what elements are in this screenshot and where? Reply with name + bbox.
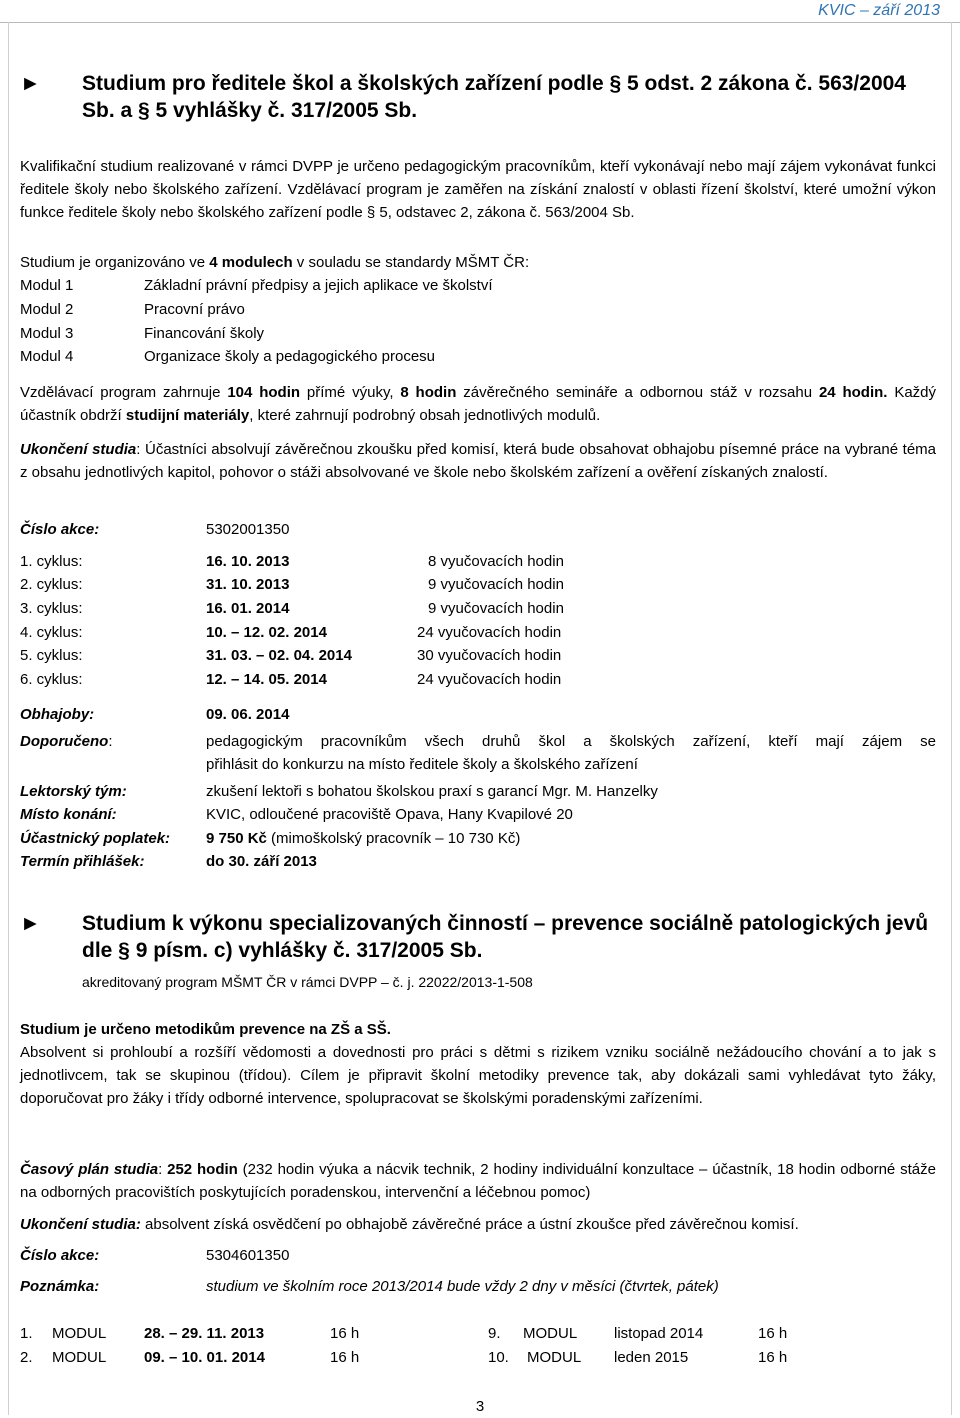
recommended-line2: přihlásit do konkurzu na místo ředitele školy a školského zařízení: [206, 756, 638, 773]
arrow-icon: ►: [20, 72, 41, 95]
page-header: KVIC – září 2013: [818, 2, 940, 19]
page-border: [8, 22, 952, 1415]
program-paragraph: Vzdělávací program zahrnuje 104 hodin přímé výuky, 8 hodin závěrečného semináře a odbornou stáž v rozsahu 24 hodin. Každý účastník obdrží studijní materiály, které zahrnují podrobný obsah jednotlivých modulů.: [20, 384, 937, 424]
section1-intro: Kvalifikační studium realizované v rámci DVPP je určeno pedagogickým pracovníkům, kteří vykonávají nebo mají zájem vykonávat funkci ředitele školy nebo školského zařízení. Vzdělávací program je zaměřen na získání znalostí v oblasti řízení školství, které umožní výkon funkce ředitele školy nebo školského zařízení podle § 5, odstavec 2, zákona č. 563/2004 Sb.: [20, 158, 936, 221]
section1-heading-line1: Studium pro ředitele škol a školských zařízení podle § 5 odst. 2 zákona č. 563/2004: [82, 72, 906, 95]
organization-line: Studium je organizováno ve 4 modulech v souladu se standardy MŠMT ČR:: [20, 254, 530, 271]
recommended-row: Doporučeno: pedagogickým pracovníkům všech druhů škol a školských zařízení, kteří mají zájem se přihlásit do konkurzu na místo ředitele školy a školského zařízení: [20, 730, 936, 778]
section1-heading-line2: Sb. a § 5 vyhlášky č. 317/2005 Sb.: [82, 99, 418, 122]
arrow-icon: ►: [20, 912, 41, 935]
audience-line: Studium je určeno metodikům prevence na ZŠ a SŠ.: [20, 1021, 391, 1038]
section2-heading-line1: Studium k výkonu specializovaných činností – prevence sociálně patologických jevů: [82, 912, 929, 935]
page-number: 3: [475, 1398, 485, 1415]
section1-completion: Ukončení studia: Účastníci absolvují závěrečnou zkoušku před komisí, která bude obsahovat obhajobu písemné práce na vybrané téma z obsahu jednotlivých kapitol, pohovor o stáži absolvované ve škole nebo školském zařízení a ověření získaných znalostí.: [20, 441, 936, 481]
section2-completion: Ukončení studia: absolvent získá osvědčení po obhajobě závěrečné práce a ústní zkoušce před závěrečnou komisí.: [20, 1216, 799, 1233]
accreditation-note: akreditovaný program MŠMT ČR v rámci DVPP – č. j. 22022/2013-1-508: [82, 974, 533, 990]
section2-description: Absolvent si prohloubí a rozšíří vědomosti a dovednosti pro práci s dětmi s rizikem vzniku sociálně nežádoucího chování a to jak s jednotlivcem, tak se skupinou (třídou). Cílem je připravit školní metodiky prevence tak, aby dokázali sami vyhledávat tyto žáky, doporučovat pro žáky i třídy odborné intervence, spolupracovat se školskými poradenskými zařízeními.: [20, 1044, 936, 1107]
section2-heading-line2: dle § 9 písm. c) vyhlášky č. 317/2005 Sb.: [82, 939, 483, 962]
study-plan: Časový plán studia: 252 hodin (232 hodin výuka a nácvik technik, 2 hodiny individuální konzultace – účastník, 18 hodin odborné stáže na odborných pracovištích poskytujících poradenskou, intervenční a léčebnou pomoc): [20, 1161, 936, 1201]
recommended-line1: pedagogickým pracovníkům všech druhů škol a školských zařízení, kteří mají zájem se: [206, 733, 936, 750]
